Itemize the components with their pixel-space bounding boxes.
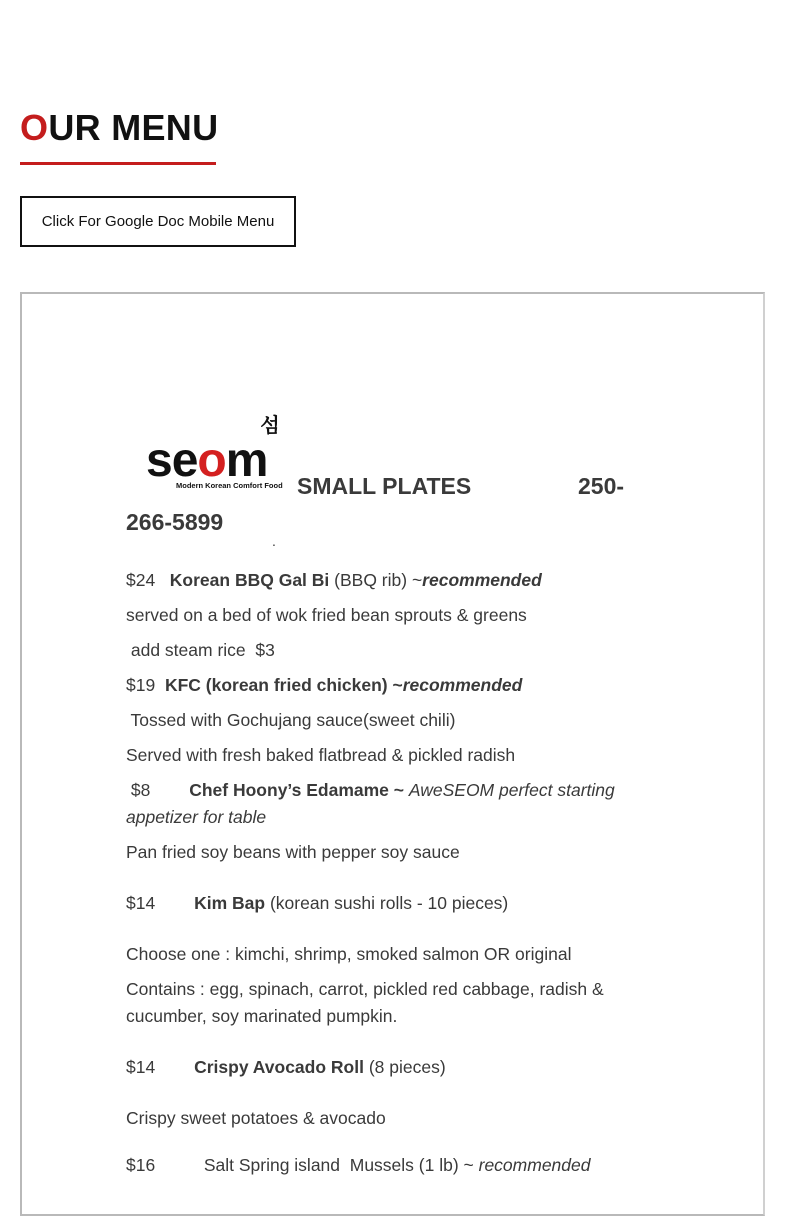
logo-wordmark-m: m [225, 434, 268, 487]
page-title-rest: UR MENU [48, 107, 219, 148]
item-note: (8 pieces) [368, 1057, 446, 1077]
item-name: Crispy Avocado Roll [194, 1057, 364, 1077]
phone-number-part2: 266-5899 [126, 509, 224, 535]
item-description: Contains : egg, spinach, carrot, pickled red cabbage, radish & cucumber, soy marinated pumpkin. [126, 979, 604, 1026]
embedded-menu-document[interactable] [20, 292, 765, 1216]
item-name: Korean BBQ Gal Bi [169, 570, 330, 590]
item-note: (korean sushi rolls - 10 pieces) [269, 893, 509, 913]
menu-item-edamame [126, 777, 646, 831]
item-name: Kim Bap [194, 893, 266, 913]
item-price: $14 [126, 893, 156, 913]
seom-logo-icon [146, 412, 296, 492]
item-price: $8 [126, 780, 151, 800]
page-title [20, 108, 218, 148]
logo-korean-char: 섬 [260, 413, 280, 437]
item-price: $24 [126, 570, 156, 590]
item-tag: recommended [422, 570, 542, 590]
item-price: $14 [126, 1057, 156, 1077]
section-dot: . [272, 533, 276, 549]
menu-item-avocado-roll [126, 1054, 446, 1081]
item-description: add steam rice $3 [126, 640, 275, 660]
item-description: Crispy sweet potatoes & avocado [126, 1108, 386, 1128]
item-tag: recommended [478, 1155, 591, 1175]
phone-number-part1: 250- [578, 473, 625, 499]
menu-item-mussels [126, 1152, 591, 1179]
menu-item-kfc [126, 672, 522, 699]
menu-item-kimbap [126, 890, 508, 917]
section-title: SMALL PLATES [297, 473, 472, 499]
google-doc-menu-button[interactable]: Click For Google Doc Mobile Menu [20, 196, 296, 247]
item-price: $16 [126, 1155, 156, 1175]
item-price: $19 [126, 675, 156, 695]
page-title-first-letter: O [20, 107, 49, 148]
item-tag: AweSEOM perfect starting appetizer for table [126, 780, 615, 827]
item-description: served on a bed of wok fried bean sprouts & greens [126, 605, 527, 625]
logo-tagline: Modern Korean Comfort Food [176, 481, 283, 490]
item-name: KFC (korean fried chicken) ~ [164, 675, 403, 695]
logo-wordmark [146, 434, 267, 487]
item-tag: recommended [402, 675, 523, 695]
item-description: Pan fried soy beans with pepper soy sauce [126, 842, 460, 862]
title-underline [20, 162, 216, 165]
item-description: Tossed with Gochujang sauce(sweet chili) [126, 710, 456, 730]
item-description: Served with fresh baked flatbread & pickled radish [126, 745, 516, 765]
logo-wordmark-o: o [197, 434, 226, 487]
menu-item-galbi [126, 567, 542, 594]
logo-wordmark-s: se [146, 434, 198, 487]
item-name: Chef Hoony’s Edamame ~ [189, 780, 404, 800]
item-name: Salt Spring island Mussels (1 lb) ~ [203, 1155, 474, 1175]
item-description: Choose one : kimchi, shrimp, smoked salmon OR original [126, 944, 572, 964]
item-note: (BBQ rib) ~ [334, 570, 423, 590]
